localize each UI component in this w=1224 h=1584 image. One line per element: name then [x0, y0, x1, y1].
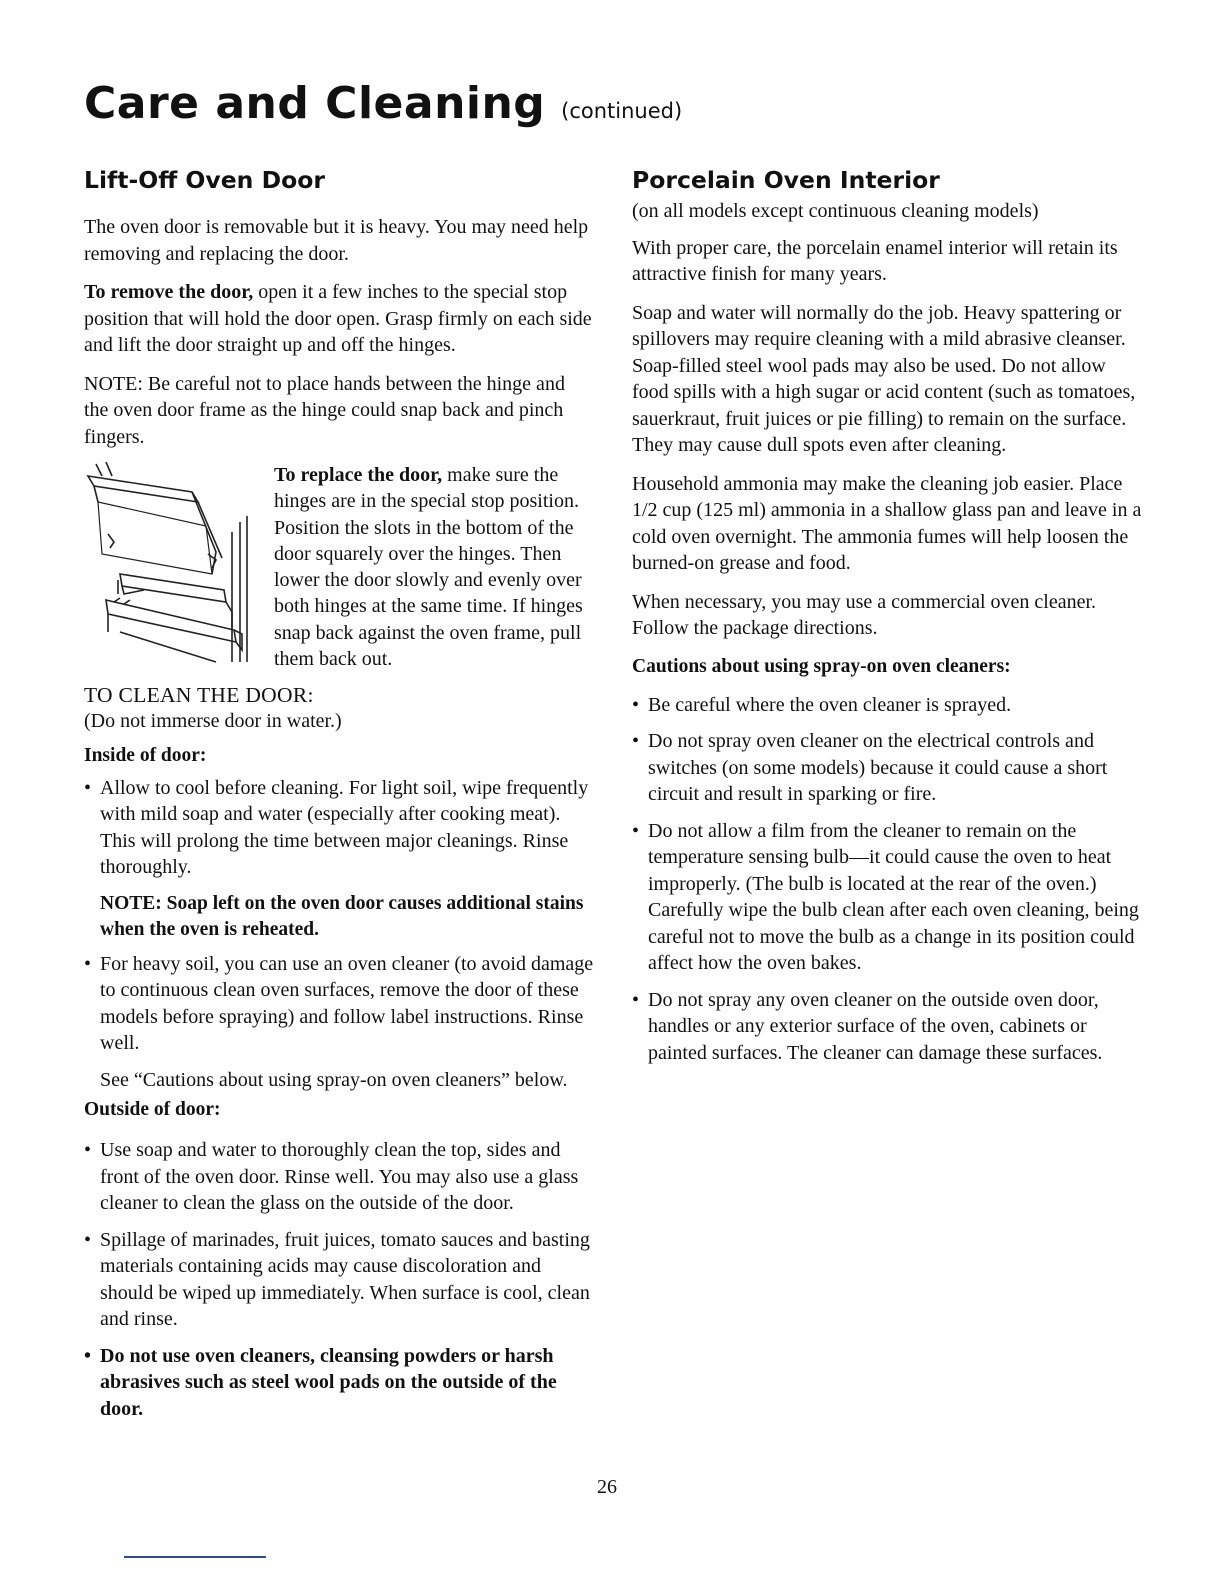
left-column	[84, 166, 594, 1432]
title-continued: (continued)	[561, 99, 683, 123]
page-title	[84, 78, 682, 129]
porcelain-paragraph-2: Soap and water will normally do the job. Heavy spattering or spillovers may require cleaning with a mild abrasive cleanser. Soap-filled steel wool pads may also be used. Do not allow food spills with a high sugar or acid content (such as tomatoes, sauerkraut, fruit juices or pie filling) to remain on the surface. They may cause dull spots even after cleaning.	[632, 301, 1136, 456]
outside-door-heading: Outside of door:	[84, 1099, 221, 1121]
title-text: Care and Cleaning	[84, 78, 546, 129]
outside-door-bullet-2: • Spillage of marinades, fruit juices, tomato sauces and basting materials containing acids may cause discoloration and should be wiped up immediately. When surface is cool, clean and rinse.	[84, 1227, 594, 1333]
inside-door-bullet-1: • Allow to cool before cleaning. For light soil, wipe frequently with mild soap and water (especially after cooking meat). This will prolong the time between major cleanings. Rinse thoroughly.	[84, 775, 594, 881]
outside-door-list	[84, 1137, 594, 1422]
hinge-note: NOTE: Be careful not to place hands between the hinge and the oven door frame as the hinge could snap back and pinch fingers.	[84, 372, 565, 448]
footer-rule	[124, 1556, 266, 1558]
replace-door-section	[84, 462, 594, 672]
see-cautions-reference: See “Cautions about using spray-on oven cleaners” below.	[100, 1068, 568, 1091]
caution-bullet-4: • Do not spray any oven cleaner on the outside oven door, handles or any exterior surface of the oven, cabinets or painted surfaces. The cleaner can damage these surfaces.	[632, 987, 1144, 1067]
porcelain-paragraph-1: With proper care, the porcelain enamel interior will retain its attractive finish for many years.	[632, 236, 1118, 285]
outside-door-bullet-3: • Do not use oven cleaners, cleansing powders or harsh abrasives such as steel wool pads on the outside of the door.	[84, 1343, 594, 1423]
inside-door-bullet-2: • For heavy soil, you can use an oven cleaner (to avoid damage to continuous clean oven surfaces, remove the door of these models before spraying) and follow label instructions. Rinse well.	[84, 951, 594, 1057]
replace-door-text: make sure the hinges are in the special stop position. Position the slots in the bottom of the door squarely over the hinges. Then lower the door slowly and evenly over both hinges at the same time. If hinges snap back against the oven frame, pull them back out.	[274, 464, 583, 671]
replace-door-paragraph	[274, 462, 592, 672]
porcelain-paragraph-4: When necessary, you may use a commercial oven cleaner. Follow the package directions.	[632, 590, 1097, 639]
cautions-heading: Cautions about using spray-on oven cleaners:	[632, 655, 1011, 677]
cautions-list	[632, 692, 1144, 1067]
caution-bullet-3: • Do not allow a film from the cleaner to remain on the temperature sensing bulb—it could cause the oven to heat improperly. (The bulb is located at the rear of the oven.) Carefully wipe the bulb clean after each oven cleaning, being careful not to move the bulb as a change in its position could affect how the oven bakes.	[632, 818, 1144, 977]
lift-off-door-heading: Lift-Off Oven Door	[84, 166, 325, 194]
replace-door-text-block	[270, 462, 592, 672]
porcelain-subtitle: (on all models except continuous cleaning models)	[632, 200, 1039, 222]
porcelain-paragraph-3: Household ammonia may make the cleaning job easier. Place 1/2 cup (125 ml) ammonia in a shallow glass pan and leave in a cold oven overnight. The ammonia fumes will help loosen the burned-on grease and food.	[632, 472, 1142, 574]
clean-door-subtitle: (Do not immerse door in water.)	[84, 710, 342, 733]
inside-door-list-2	[84, 951, 594, 1057]
replace-door-lead: To replace the door,	[274, 464, 443, 486]
clean-door-heading: TO CLEAN THE DOOR:	[84, 683, 314, 708]
right-column	[632, 166, 1144, 1076]
porcelain-interior-heading: Porcelain Oven Interior	[632, 166, 940, 194]
remove-door-text: open it a few inches to the special stop position that will hold the door open. Grasp firmly on each side and lift the door straight up and off the hinges.	[84, 281, 592, 356]
remove-door-paragraph	[84, 279, 594, 359]
caution-bullet-1: • Be careful where the oven cleaner is sprayed.	[632, 692, 1144, 719]
page-number: 26	[597, 1476, 617, 1498]
inside-door-heading: Inside of door:	[84, 744, 207, 766]
outside-door-bullet-1: • Use soap and water to thoroughly clean the top, sides and front of the oven door. Rinse well. You may also use a glass cleaner to clean the glass on the outside of the door.	[84, 1137, 594, 1217]
caution-bullet-2: • Do not spray oven cleaner on the electrical controls and switches (on some models) because it could cause a short circuit and result in sparking or fire.	[632, 728, 1144, 808]
oven-door-illustration	[84, 462, 270, 672]
remove-door-lead: To remove the door,	[84, 281, 254, 303]
soap-note: NOTE: Soap left on the oven door causes additional stains when the oven is reheated.	[100, 892, 584, 940]
inside-door-list	[84, 775, 594, 881]
door-intro: The oven door is removable but it is heavy. You may need help removing and replacing the door.	[84, 216, 589, 265]
